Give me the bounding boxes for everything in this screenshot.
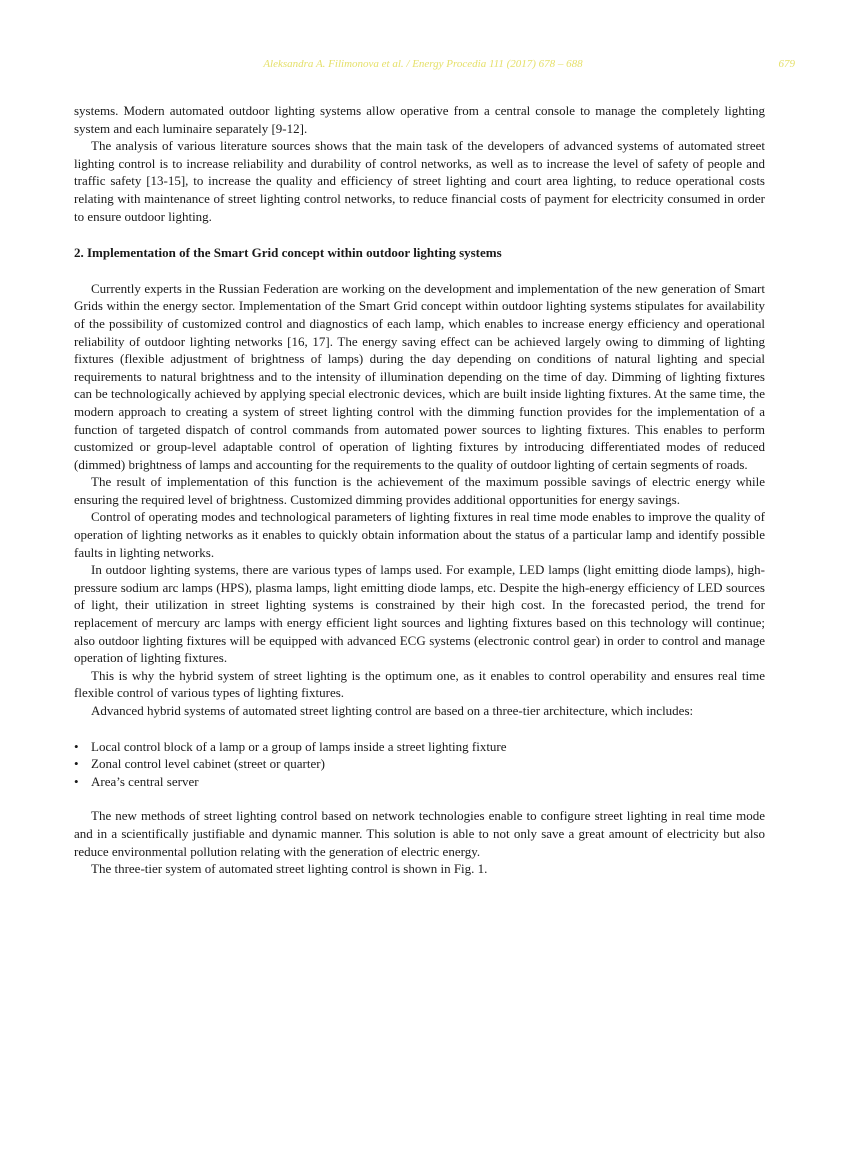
paragraph: Currently experts in the Russian Federation are working on the development and implementation of the new generation of Smart Grids within the energy sector. Implementation of the Smart Grid concept within outdoor lighting systems stipulates for availability of the possibility of customized control and diagnostics of each lamp, which enables to increase energy efficiency and operational reliability of outdoor lighting networks [16, 17]. The energy saving effect can be achieved largely owing to dimming of lighting fixtures (flexible adjustment of brightness of lamps) during the day depending on conditions of natural lighting and special requirements to natural brightness and to the intensity of illumination depending on the time of day. Dimming of lighting fixtures can be technologically achieved by applying special electronic devices, which are built inside lighting fixtures. At the same time, the modern approach to creating a system of street lighting control with the dimming function provides for the implementation of a function of targeted dispatch of control commands from automated power sources to lighting fixtures. This enables to perform customized or group-level adaptable control of operation of lighting fixtures by introducing differentiated modes of reduced (dimmed) brightness of lamps and accounting for the requirements to the quality of outdoor lighting of certain segments of roads. xyxy=(74,280,765,472)
list-item-text: Zonal control level cabinet (street or quarter) xyxy=(91,756,325,772)
paragraph: systems. Modern automated outdoor lighting systems allow operative from a central console to manage the completely lighting system and each luminaire separately [9-12]. xyxy=(74,103,765,136)
list-item-text: Area’s central server xyxy=(91,773,199,789)
page-number: 679 xyxy=(778,58,795,70)
paragraph: Control of operating modes and technological parameters of lighting fixtures in real time mode enables to improve the quality of operation of lighting networks as it enables to quickly obtain information about the status of a particular lamp and identify possible faults in lighting networks. xyxy=(74,509,765,560)
list-item xyxy=(74,738,765,756)
header-citation: Aleksandra A. Filimonova et al. / Energy Procedia 111 (2017) 678 – 688 xyxy=(263,58,583,70)
bullet-icon: • xyxy=(74,738,79,754)
architecture-tier-list xyxy=(74,738,765,791)
running-header xyxy=(0,58,846,74)
paragraph: The three-tier system of automated street lighting control is shown in Fig. 1. xyxy=(91,861,488,877)
paragraph: In outdoor lighting systems, there are various types of lamps used. For example, LED lamps (light emitting diode lamps), high-pressure sodium arc lamps (HPS), plasma lamps, light emitting diode lamps, etc. Despite the high-energy efficiency of LED sources of light, their utilization in street lighting systems is constrained by their high cost. In the forecasted period, the trend for replacement of mercury arc lamps with energy efficient light sources and lighting fixtures based on this technology will continue; also outdoor lighting fixtures will be equipped with advanced ECG systems (electronic control gear) in order to control and manage operation of lighting fixtures. xyxy=(74,562,765,666)
paragraph: The analysis of various literature sources shows that the main task of the developers of advanced systems of automated street lighting control is to increase reliability and durability of control networks, as well as to increase the level of safety of people and traffic safety [13-15], to increase the quality and efficiency of street lighting and court area lighting, to reduce operational costs relating with maintenance of street lighting control networks, to reduce financial costs of payment for electricity consumed in order to ensure outdoor lighting. xyxy=(74,138,765,224)
list-item xyxy=(74,755,765,773)
paragraph: The new methods of street lighting control based on network technologies enable to configure street lighting in real time mode and in a scientifically justifiable and dynamic manner. This solution is able to not only save a great amount of electricity but also reduce environmental pollution relating with the generation of electric energy. xyxy=(74,808,765,859)
paragraph: The result of implementation of this function is the achievement of the maximum possible savings of electric energy while ensuring the required level of brightness. Customized dimming provides additional opportunities for energy savings. xyxy=(74,474,765,507)
bullet-icon: • xyxy=(74,773,79,789)
list-item xyxy=(74,773,765,791)
bullet-icon: • xyxy=(74,756,79,772)
paragraph: This is why the hybrid system of street lighting is the optimum one, as it enables to control operability and ensures real time flexible control of various types of lighting fixtures. xyxy=(74,667,765,701)
paragraph: Advanced hybrid systems of automated street lighting control are based on a three-tier architecture, which includes: xyxy=(91,703,694,718)
list-item-text: Local control block of a lamp or a group of lamps inside a street lighting fixture xyxy=(91,738,507,754)
article-body xyxy=(74,102,765,878)
section-heading: 2. Implementation of the Smart Grid concept within outdoor lighting systems xyxy=(74,245,502,261)
